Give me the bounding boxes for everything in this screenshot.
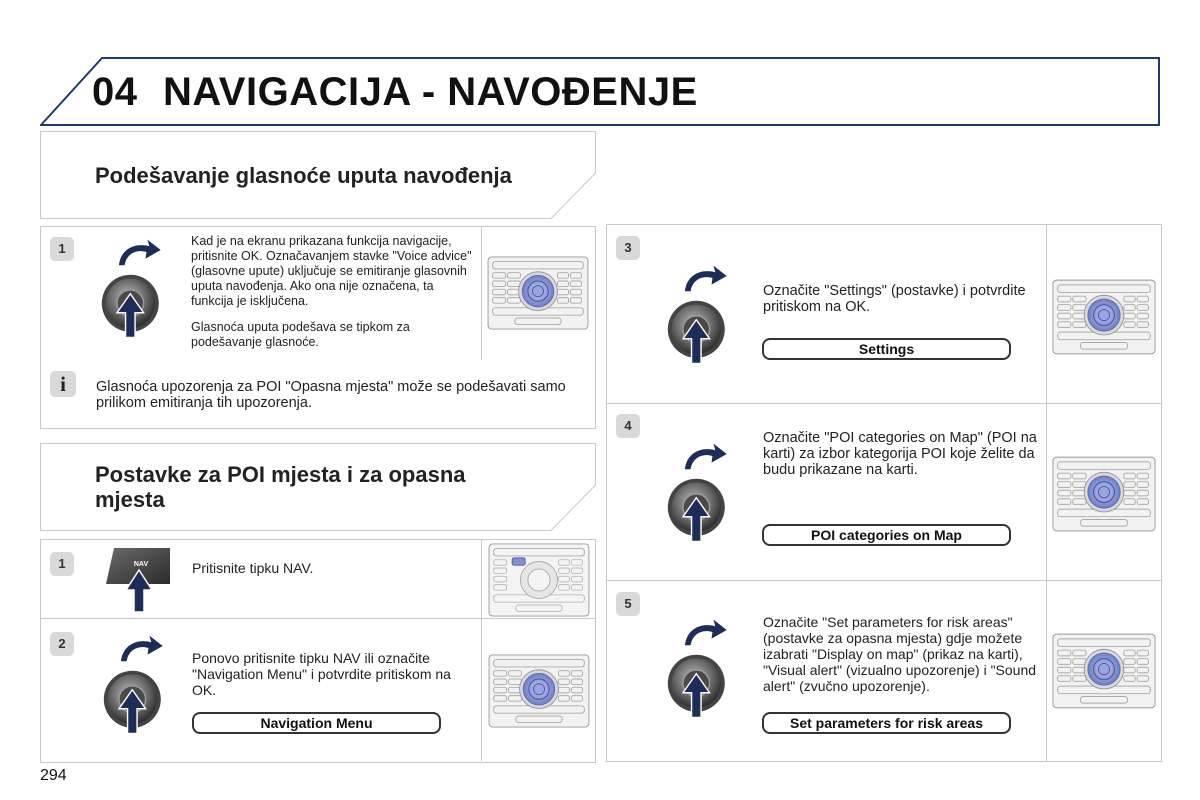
chapter-number: 04 [92,70,138,114]
divider [606,403,1162,404]
divider [40,618,596,619]
section-title: Postavke za POI mjesta i za opasna mjesta [95,462,466,512]
ok-dial-icon [664,262,740,368]
divider [481,539,482,761]
radio-panel-icon [1052,456,1156,532]
info-icon: i [50,371,76,397]
step-number: 4 [616,414,640,438]
step-instruction: Označite "POI categories on Map" (POI na karti) za izbor kategorija POI koje želite da budu prikazane na karti. [763,430,1037,478]
menu-item-risk-areas[interactable]: Set parameters for risk areas [762,712,1011,734]
ok-dial-icon [664,440,740,546]
step-number: 1 [50,237,74,261]
divider [1046,224,1047,762]
menu-item-navigation-menu[interactable]: Navigation Menu [192,712,441,734]
ok-dial-icon [100,632,176,738]
step-number: 1 [50,552,74,576]
ok-dial-icon [664,616,740,722]
page-number: 294 [40,767,67,784]
step-instruction: Kad je na ekranu prikazana funkcija navigacije, pritisnite OK. Označavanjem stavke "Voice advice" (glasovne upute) uključuje se emitiranje glasovnih uputa navođenja. Ako ona nije označena, ta funkcija je isključena. [191,234,472,308]
step-instruction: Označite "Set parameters for risk areas" (postavke za opasna mjesta) gdje možete izabrati "Display on map" (prikaz na karti), "Visual alert" (vizualno upozorenje) i "Sound alert" (zvučno upozorenje). [763,614,1037,694]
step-number: 2 [50,632,74,656]
step-instruction-note: Glasnoća uputa podešava se tipkom za podešavanje glasnoće. [191,320,410,349]
section-title: Podešavanje glasnoće uputa navođenja [95,163,512,188]
nav-key-label: NAV [133,561,149,568]
step-instruction: Označite "Settings" (postavke) i potvrdite pritiskom na OK. [763,283,1026,315]
section-heading-poi [40,443,596,531]
divider [481,226,482,360]
divider [606,580,1162,581]
info-text: Glasnoća upozorenja za POI "Opasna mjesta" može se podešavati samo prilikom emitiranja tih upozorenja. [96,379,566,411]
chapter-title: NAVIGACIJA - NAVOĐENJE [163,70,698,114]
step-instruction: Ponovo pritisnite tipku NAV ili označite "Navigation Menu" i potvrdite pritiskom na OK. [192,650,451,698]
ok-dial-icon [98,236,174,342]
radio-panel-icon [487,256,589,330]
radio-panel-nav-icon [488,543,590,617]
nav-key-icon [104,546,174,616]
step-instruction: Pritisnite tipku NAV. [192,560,314,576]
radio-panel-icon [488,654,590,728]
radio-panel-icon [1052,279,1156,355]
menu-item-settings[interactable]: Settings [762,338,1011,360]
step-number: 5 [616,592,640,616]
step-number: 3 [616,236,640,260]
section-heading-volume [40,131,596,219]
radio-panel-icon [1052,633,1156,709]
menu-item-poi-categories[interactable]: POI categories on Map [762,524,1011,546]
